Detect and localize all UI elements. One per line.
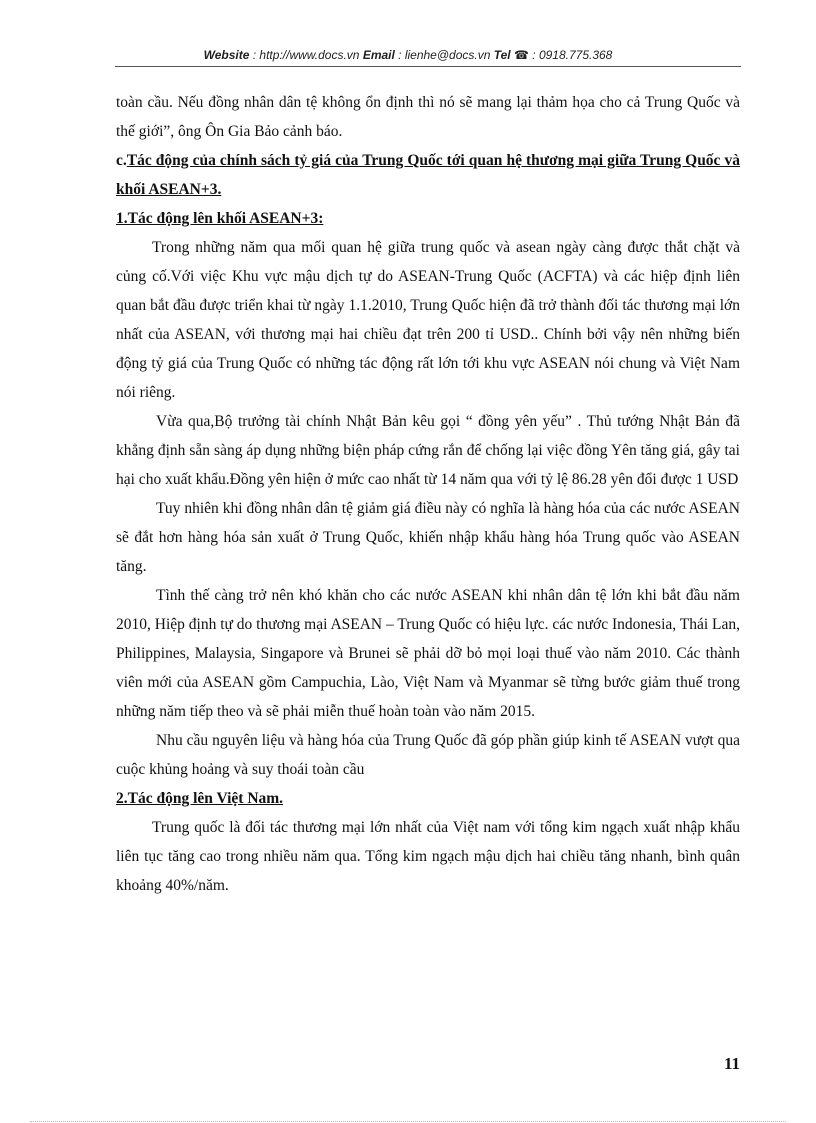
paragraph-3: Tuy nhiên khi đồng nhân dân tệ giảm giá điều này có nghĩa là hàng hóa của các nước ASEAN sẽ đắt hơn hàng hóa sản xuất ở Trung Quốc, khiến nhập khẩu hàng hóa Trung quốc vào ASEAN tăng. (116, 500, 740, 575)
paragraph-5: Nhu cầu nguyên liệu và hàng hóa của Trung Quốc đã góp phần giúp kinh tế ASEAN vượt qua cuộc khủng hoảng và suy thoái toàn cầu (116, 732, 740, 778)
phone-icon: ☎ (513, 48, 529, 62)
subsection-heading-2: 2.Tác động lên Việt Nam. (116, 790, 284, 807)
section-heading-c-text: Tác động của chính sách tỷ giá của Trung Quốc tới quan hệ thương mại giữa Trung Quốc và khối ASEAN+3. (116, 152, 740, 198)
email-label: Email (362, 48, 395, 62)
website-label: Website (203, 48, 250, 62)
paragraph-1: Trong những năm qua mối quan hệ giữa trung quốc và asean ngày càng được thắt chặt và củng cố.Với việc Khu vực mậu dịch tự do ASEAN-Trung Quốc (ACFTA) và các hiệp định liên quan bắt đầu được triển khai từ ngày 1.1.2010, Trung Quốc hiện đã trở thành đối tác thương mại lớn nhất của ASEAN, với thương mại hai chiều đạt trên 200 tỉ USD.. Chính bởi vậy nên những biến động tỷ giá của Trung Quốc có những tác động rất lớn tới khu vực ASEAN nói chung và Việt Nam nói riêng. (116, 239, 740, 401)
section-heading-c (116, 146, 740, 204)
tel-value: : 0918.775.368 (528, 48, 613, 62)
footer-divider (30, 1121, 786, 1122)
paragraph-6: Trung quốc là đối tác thương mại lớn nhất của Việt nam với tổng kim ngạch xuất nhập khẩu liên tục tăng cao trong nhiều năm qua. Tổng kim ngạch mậu dịch hai chiều tăng nhanh, bình quân khoảng 40%/năm. (116, 819, 740, 894)
document-body (116, 88, 740, 900)
page-header (0, 48, 816, 62)
paragraph-4: Tình thế càng trở nên khó khăn cho các nước ASEAN khi nhân dân tệ lớn khi bắt đầu năm 2010, Hiệp định tự do thương mại ASEAN – Trung Quốc có hiệu lực. các nước Indonesia, Thái Lan, Philippines, Malaysia, Singapore và Brunei sẽ phải dỡ bỏ mọi loại thuế vào năm 2010. Các thành viên mới của ASEAN gồm Campuchia, Lào, Việt Nam và Myanmar sẽ từng bước giảm thuế trong những năm tiếp theo và sẽ phải miễn thuế hoàn toàn vào năm 2015. (116, 587, 740, 720)
website-value: : http://www.docs.vn (249, 48, 363, 62)
paragraph-intro: toàn cầu. Nếu đồng nhân dân tệ không ổn định thì nó sẽ mang lại thảm họa cho cả Trung Quốc và thế giới”, ông Ôn Gia Bảo cảnh báo. (116, 94, 740, 140)
paragraph-2: Vừa qua,Bộ trưởng tài chính Nhật Bản kêu gọi “ đồng yên yếu” . Thủ tướng Nhật Bản đã khẳng định sẵn sàng áp dụng những biện pháp cứng rắn để chống lại việc đồng Yên tăng giá, gây tai hại cho xuất khẩu.Đồng yên hiện ở mức cao nhất từ 14 năm qua với tỷ lệ 86.28 yên đổi được 1 USD (116, 413, 740, 488)
email-value: : lienhe@docs.vn (394, 48, 494, 62)
header-divider (115, 66, 741, 67)
subsection-heading-1: 1.Tác động lên khối ASEAN+3: (116, 210, 324, 227)
section-heading-c-prefix: c. (116, 152, 127, 169)
page-number: 11 (723, 1054, 740, 1073)
tel-label: Tel (493, 48, 511, 62)
